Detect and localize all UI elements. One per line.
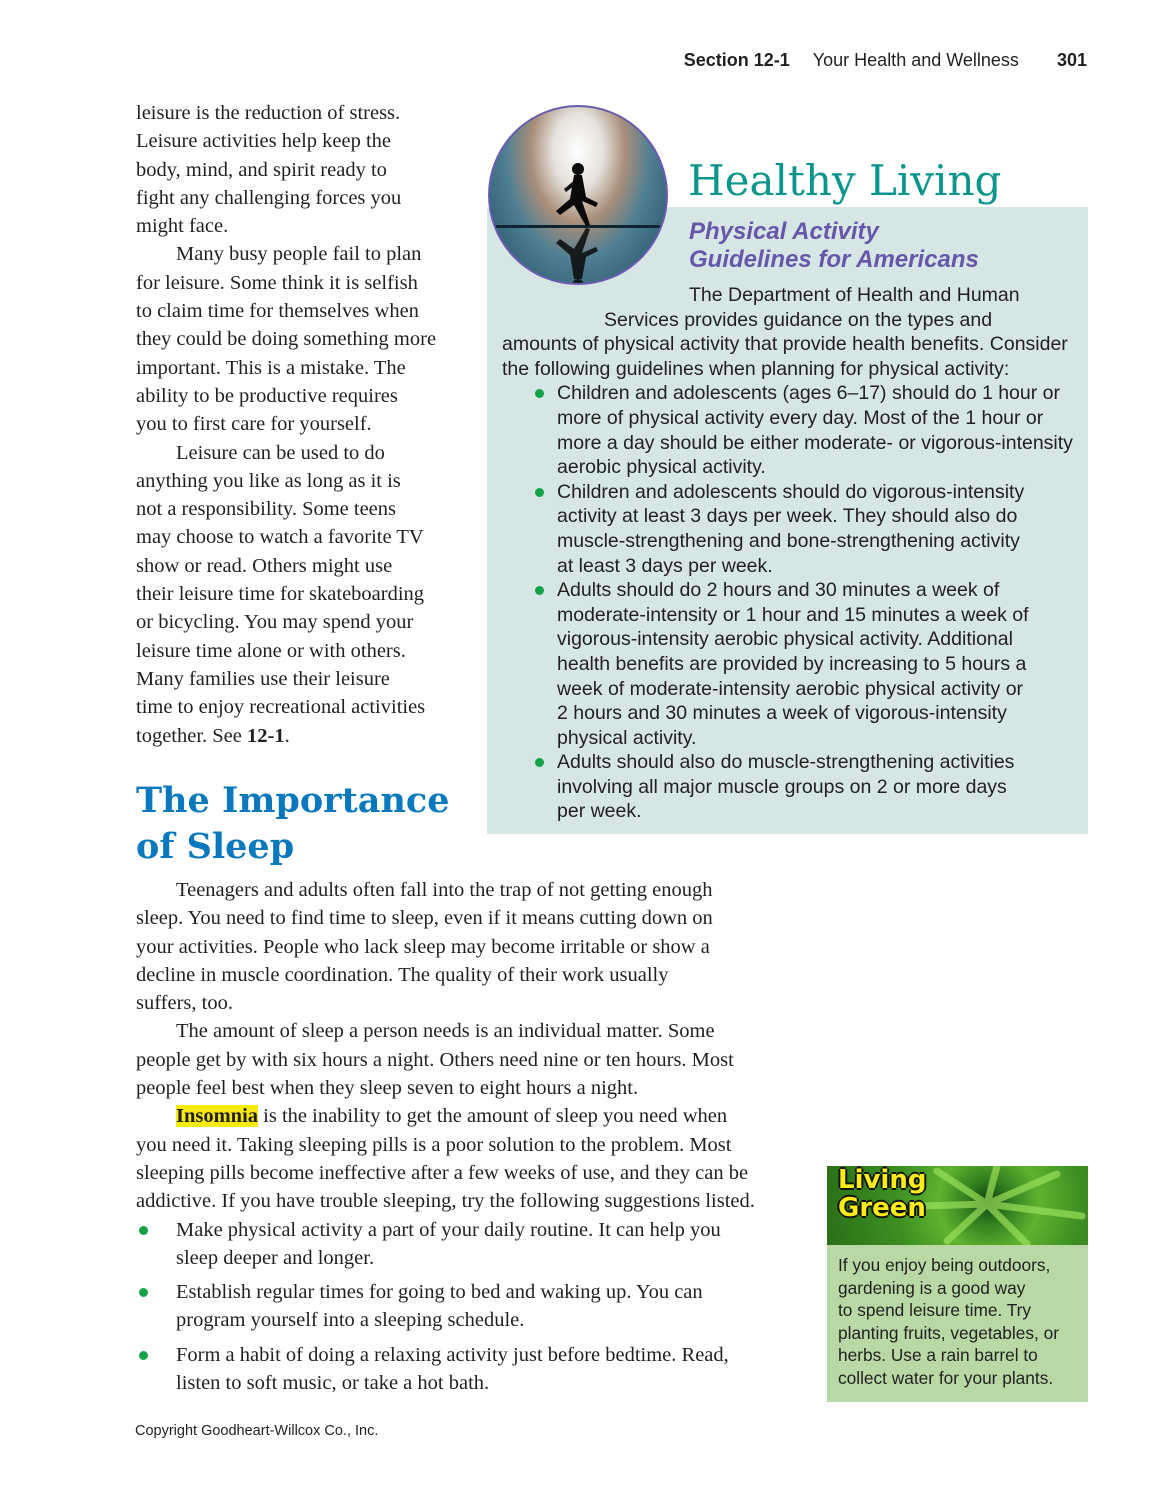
text-line: you to first care for yourself.	[136, 413, 372, 436]
text-line: leisure is the reduction of stress.	[136, 102, 401, 124]
text-line: physical activity.	[557, 726, 697, 749]
bullet-icon	[535, 758, 544, 767]
left-column-text	[136, 99, 436, 750]
text-line: body, mind, and spirit ready to	[136, 158, 387, 181]
running-header	[684, 50, 1087, 71]
text-line: for leisure. Some think it is selfish	[136, 271, 418, 294]
text-line: Establish regular times for going to bed and waking up. You can	[176, 1281, 703, 1304]
text-line: Make physical activity a part of your daily routine. It can help you	[176, 1218, 721, 1241]
text-line: vigorous-intensity aerobic physical activity. Additional	[557, 628, 1013, 651]
sleep-body-text	[136, 876, 755, 1403]
text-line: Teenagers and adults often fall into the trap of not getting enough	[176, 879, 713, 901]
text-line: they could be doing something more	[136, 328, 437, 351]
bullet-icon	[535, 488, 544, 497]
text-line: your activities. People who lack sleep may become irritable or show a	[136, 935, 710, 958]
text-line: may choose to watch a favorite TV	[136, 526, 424, 549]
feature-title: Healthy Living	[688, 156, 1002, 205]
text-line: addictive. If you have trouble sleeping, try the following suggestions listed.	[136, 1190, 755, 1213]
chapter-title: Your Health and Wellness	[812, 50, 1019, 70]
section-number: Section 12-1	[683, 50, 790, 70]
bullet-item	[502, 578, 1082, 750]
text-line: activity at least 3 days per week. They should also do	[557, 505, 1018, 528]
text-line: to claim time for themselves when	[136, 300, 419, 323]
text-line: week of moderate-intensity aerobic physical activity or	[557, 677, 1024, 700]
text-line: Children and adolescents (ages 6–17) should do 1 hour or	[557, 382, 1061, 405]
text-line: not a responsibility. Some teens	[136, 498, 397, 521]
paragraph	[136, 439, 436, 722]
text-line: or bicycling. You may spend your	[136, 611, 414, 634]
bullet-icon	[535, 586, 544, 595]
text-line: Many busy people fail to plan	[176, 243, 422, 266]
feature-subtitle: Physical Activity Guidelines for Americans	[689, 218, 979, 273]
text-line: per week.	[557, 800, 642, 823]
text-line: Leisure activities help keep the	[136, 130, 392, 153]
text-line: more of physical activity every day. Most of the 1 hour or	[557, 406, 1044, 429]
bullet-item	[502, 381, 1082, 479]
paragraph	[136, 240, 436, 438]
text-line: herbs. Use a rain barrel to	[838, 1345, 1038, 1365]
text-line: Many families use their leisure	[136, 667, 390, 690]
text-line: show or read. Others might use	[136, 554, 393, 577]
paragraph	[136, 99, 436, 240]
text-line: The Department of Health and Human	[689, 284, 1020, 306]
text-line: involving all major muscle groups on 2 or more days	[557, 775, 1007, 798]
bullet-item	[136, 1278, 755, 1335]
text-line: Services provides guidance on the types and	[604, 308, 993, 331]
text-line: Form a habit of doing a relaxing activity just before bedtime. Read,	[176, 1343, 729, 1366]
plant-photo	[827, 1166, 1088, 1245]
text-line: amounts of physical activity that provide health benefits. Consider	[502, 333, 1068, 356]
text-line: Insomnia is the inability to get the amount of sleep you need when	[176, 1105, 728, 1128]
page-number: 301	[1056, 50, 1087, 70]
living-green-text	[838, 1254, 1059, 1389]
text-line: sleeping pills become ineffective after a few weeks of use, and they can be	[136, 1161, 749, 1184]
text-line: planting fruits, vegetables, or	[838, 1322, 1059, 1343]
bullet-item	[502, 750, 1082, 824]
text-line: ability to be productive requires	[136, 384, 398, 407]
text-line: program yourself into a sleeping schedule.	[176, 1309, 525, 1332]
text-line: you need it. Taking sleeping pills is a poor solution to the problem. Most	[136, 1133, 732, 1156]
text-line: together. See 12-1.	[136, 724, 290, 747]
text-line: people feel best when they sleep seven to eight hours a night.	[136, 1077, 639, 1100]
text-line: fight any challenging forces you	[136, 186, 402, 209]
figure-reference[interactable]: 12-1	[247, 724, 285, 747]
bullet-icon	[535, 389, 544, 398]
text-line: important. This is a mistake. The	[136, 356, 406, 379]
text-line: at least 3 days per week.	[557, 554, 773, 577]
text-line: sleep. You need to find time to sleep, even if it means cutting down on	[136, 907, 713, 930]
feature-body	[502, 283, 1082, 824]
text-line: If you enjoy being outdoors,	[838, 1255, 1051, 1275]
text-line: anything you like as long as it is	[136, 469, 401, 492]
copyright: Copyright Goodheart-Willcox Co., Inc.	[135, 1423, 379, 1439]
text-line: Leisure can be used to do	[176, 441, 385, 464]
text-line: Adults should do 2 hours and 30 minutes a week of	[557, 579, 1000, 602]
text-line: 2 hours and 30 minutes a week of vigorous-intensity	[557, 702, 1007, 725]
bullet-item	[136, 1341, 755, 1398]
text-line: might face.	[136, 215, 229, 238]
text-line: decline in muscle coordination. The quality of their work usually	[136, 963, 669, 986]
text-line: aerobic physical activity.	[557, 456, 766, 479]
text-line: their leisure time for skateboarding	[136, 583, 425, 606]
text-line: suffers, too.	[136, 992, 233, 1015]
bullet-item	[136, 1216, 755, 1273]
text-line: leisure time alone or with others.	[136, 639, 406, 662]
bullet-icon	[139, 1226, 148, 1235]
text-line: muscle-strengthening and bone-strengthening activity	[557, 529, 1020, 552]
runner-photo	[488, 105, 668, 285]
text-line: time to enjoy recreational activities	[136, 696, 426, 719]
text-line: the following guidelines when planning for physical activity:	[502, 357, 1010, 380]
text-line: moderate-intensity or 1 hour and 15 minutes a week of	[557, 603, 1029, 626]
text-line: collect water for your plants.	[838, 1367, 1054, 1388]
text-line: to spend leisure time. Try	[838, 1300, 1032, 1320]
text-line: people get by with six hours a night. Others need nine or ten hours. Most	[136, 1048, 734, 1071]
text-line: listen to soft music, or take a hot bath.	[176, 1372, 490, 1395]
text-line: The amount of sleep a person needs is an individual matter. Some	[176, 1020, 715, 1043]
text-line: Children and adolescents should do vigorous-intensity	[557, 480, 1025, 503]
bullet-icon	[139, 1288, 148, 1297]
living-green-title: Living Green	[838, 1165, 927, 1223]
text-line: health benefits are provided by increasing to 5 hours a	[557, 652, 1027, 675]
text-line: Adults should also do muscle-strengthening activities	[557, 751, 1015, 774]
section-heading-sleep: The Importance of Sleep	[136, 780, 450, 867]
text-line: more a day should be either moderate- or vigorous-intensity	[557, 431, 1073, 454]
bullet-icon	[139, 1351, 148, 1360]
key-term-insomnia[interactable]: Insomnia	[176, 1105, 259, 1128]
living-green-box	[827, 1166, 1088, 1402]
bullet-item	[502, 480, 1082, 578]
text-line: sleep deeper and longer.	[176, 1246, 375, 1269]
text-line: gardening is a good way	[838, 1277, 1026, 1298]
